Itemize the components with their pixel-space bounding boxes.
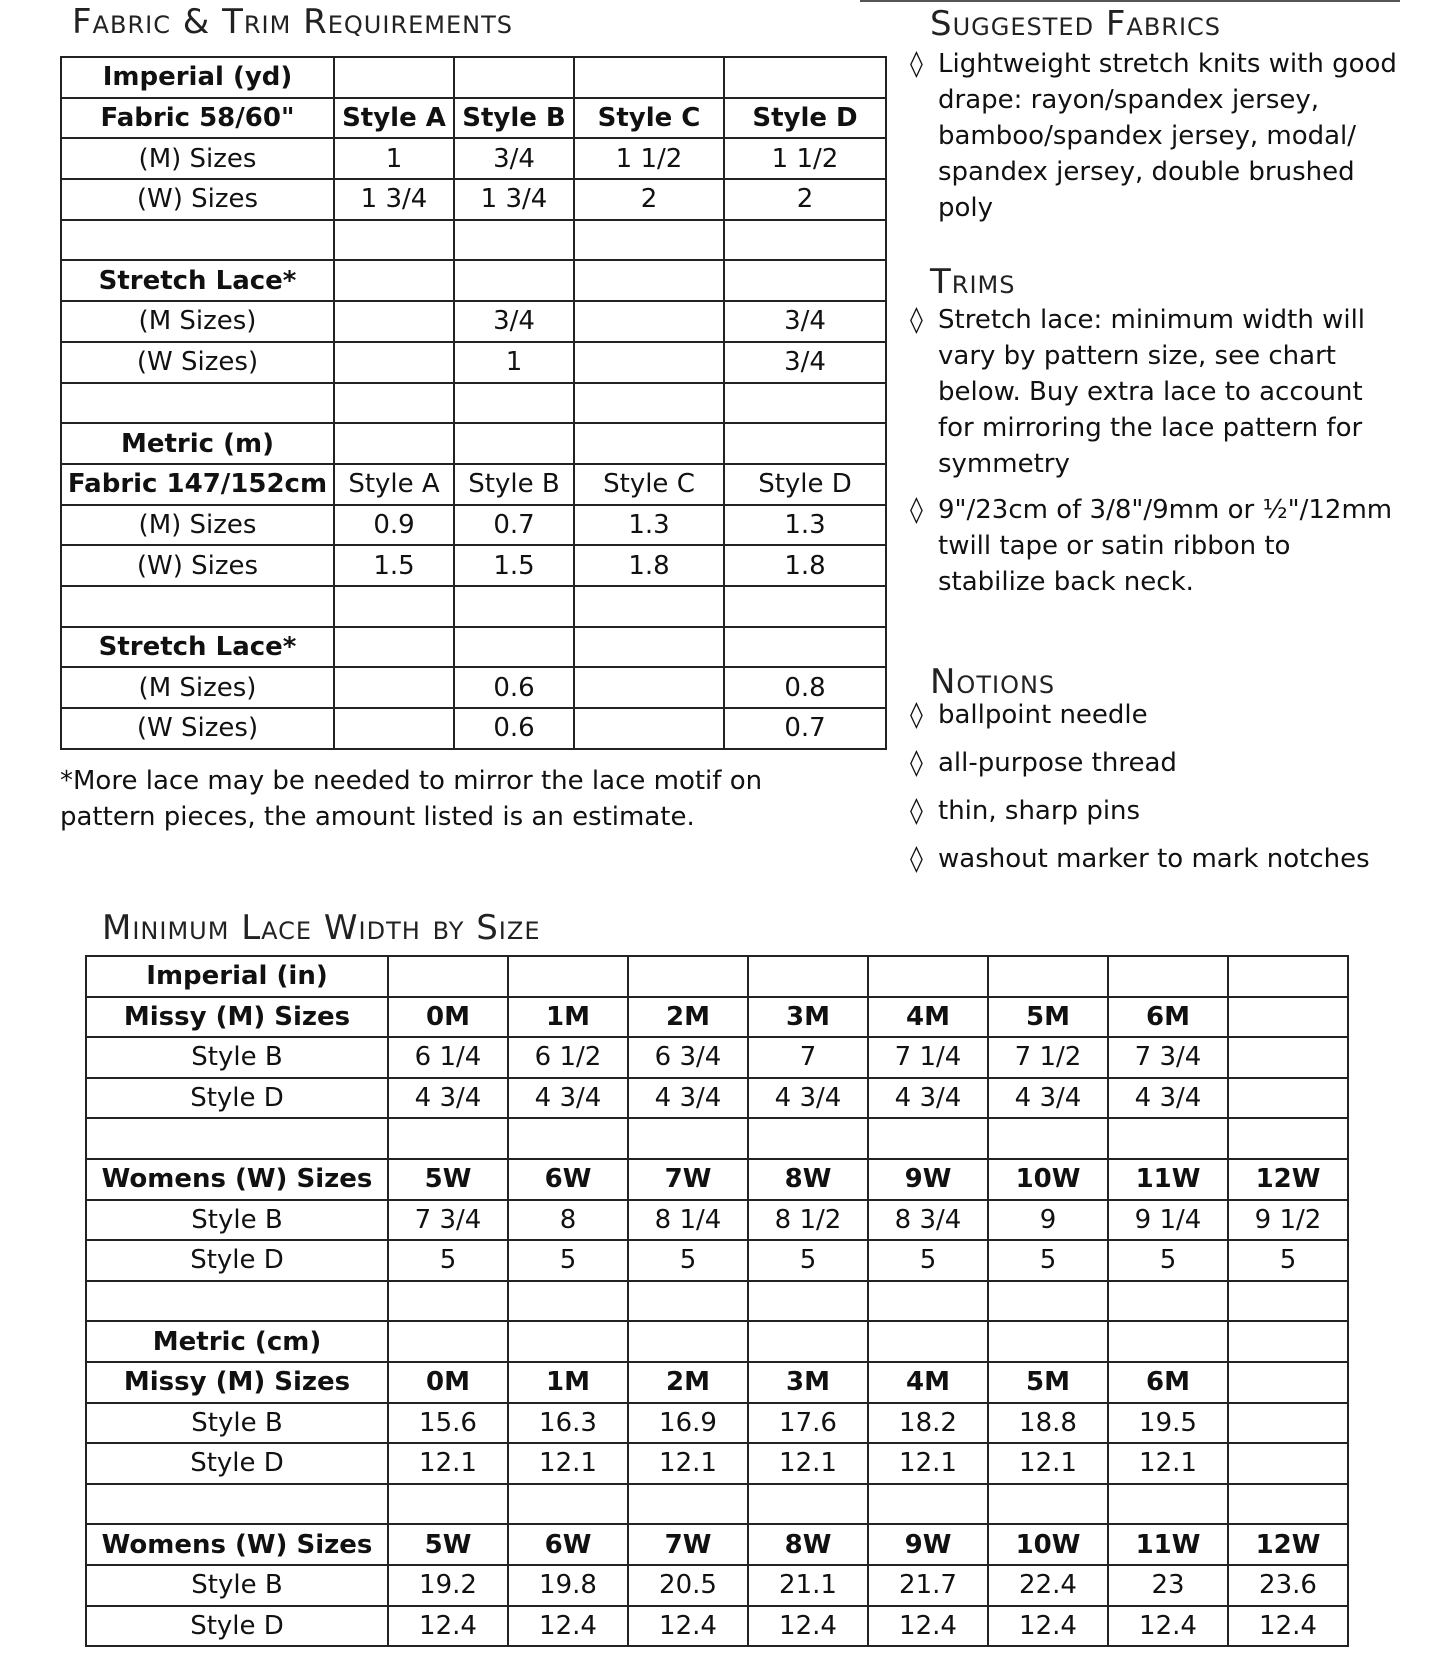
row-label-cell: Imperial (in) bbox=[86, 956, 388, 997]
row-label-cell: Stretch Lace* bbox=[61, 627, 334, 668]
value-cell: 7W bbox=[628, 1159, 748, 1200]
value-cell: 12.1 bbox=[748, 1443, 868, 1484]
value-cell: 23.6 bbox=[1228, 1565, 1348, 1606]
value-cell: 6M bbox=[1108, 1362, 1228, 1403]
suggested-fabrics-list bbox=[910, 46, 1400, 226]
value-cell: 0.8 bbox=[724, 667, 886, 708]
value-cell: 12.4 bbox=[748, 1606, 868, 1647]
value-cell: 11W bbox=[1108, 1159, 1228, 1200]
row-label-cell bbox=[61, 383, 334, 424]
value-cell: Style C bbox=[574, 464, 724, 505]
list-item: ◊ Lightweight stretch knits with good drape: rayon/spandex jersey, bamboo/spandex jersey, modal/ spandex jersey, double brushed poly bbox=[910, 46, 1400, 226]
value-cell bbox=[724, 220, 886, 261]
value-cell bbox=[724, 423, 886, 464]
value-cell: 2M bbox=[628, 997, 748, 1038]
row-label-cell bbox=[61, 220, 334, 261]
row-label-cell bbox=[61, 586, 334, 627]
table-row bbox=[86, 1078, 1348, 1119]
row-label-cell: Style B bbox=[86, 1565, 388, 1606]
value-cell: 3/4 bbox=[454, 301, 574, 342]
value-cell bbox=[454, 423, 574, 464]
value-cell bbox=[1228, 1321, 1348, 1362]
top-rule bbox=[860, 0, 1400, 2]
value-cell: 1.5 bbox=[454, 545, 574, 586]
value-cell bbox=[988, 1321, 1108, 1362]
value-cell: 9W bbox=[868, 1159, 988, 1200]
value-cell bbox=[574, 342, 724, 383]
table-row bbox=[86, 1281, 1348, 1322]
value-cell: 12.1 bbox=[628, 1443, 748, 1484]
value-cell: Style A bbox=[334, 464, 454, 505]
table-row bbox=[61, 586, 886, 627]
value-cell: 9W bbox=[868, 1524, 988, 1565]
value-cell: 4 3/4 bbox=[628, 1078, 748, 1119]
value-cell bbox=[988, 956, 1108, 997]
value-cell bbox=[988, 1484, 1108, 1525]
value-cell bbox=[508, 1118, 628, 1159]
row-label-cell: (M Sizes) bbox=[61, 301, 334, 342]
table-row bbox=[61, 383, 886, 424]
value-cell: 0.7 bbox=[724, 708, 886, 749]
value-cell: 6 1/4 bbox=[388, 1037, 508, 1078]
value-cell bbox=[334, 423, 454, 464]
row-label-cell: (W Sizes) bbox=[61, 708, 334, 749]
value-cell bbox=[724, 57, 886, 98]
value-cell bbox=[388, 1281, 508, 1322]
table-row bbox=[86, 1200, 1348, 1241]
value-cell: 3/4 bbox=[724, 301, 886, 342]
row-label-cell: (M Sizes) bbox=[61, 667, 334, 708]
table-row bbox=[61, 464, 886, 505]
value-cell bbox=[628, 956, 748, 997]
value-cell: 5 bbox=[388, 1240, 508, 1281]
value-cell: 12.4 bbox=[1228, 1606, 1348, 1647]
value-cell: 6W bbox=[508, 1159, 628, 1200]
list-item: ◊ thin, sharp pins bbox=[910, 793, 1400, 829]
table-row bbox=[86, 1321, 1348, 1362]
value-cell bbox=[988, 1281, 1108, 1322]
list-item: ◊ all-purpose thread bbox=[910, 745, 1400, 781]
table-row bbox=[86, 1118, 1348, 1159]
value-cell bbox=[748, 1118, 868, 1159]
value-cell bbox=[1108, 956, 1228, 997]
value-cell: 12.1 bbox=[388, 1443, 508, 1484]
table-row bbox=[61, 98, 886, 139]
row-label-cell: (M) Sizes bbox=[61, 138, 334, 179]
table-row bbox=[86, 1159, 1348, 1200]
value-cell bbox=[1108, 1281, 1228, 1322]
table-row bbox=[86, 1362, 1348, 1403]
value-cell: 6M bbox=[1108, 997, 1228, 1038]
value-cell bbox=[334, 301, 454, 342]
value-cell bbox=[1228, 1443, 1348, 1484]
value-cell: 16.3 bbox=[508, 1403, 628, 1444]
value-cell: 3/4 bbox=[454, 138, 574, 179]
value-cell bbox=[988, 1118, 1108, 1159]
value-cell: 7 1/2 bbox=[988, 1037, 1108, 1078]
row-label-cell: Style B bbox=[86, 1200, 388, 1241]
row-label-cell: Style D bbox=[86, 1443, 388, 1484]
value-cell: 12.4 bbox=[388, 1606, 508, 1647]
value-cell: 7W bbox=[628, 1524, 748, 1565]
value-cell bbox=[454, 260, 574, 301]
value-cell: 12.1 bbox=[988, 1443, 1108, 1484]
value-cell: 12.1 bbox=[1108, 1443, 1228, 1484]
value-cell: 4 3/4 bbox=[748, 1078, 868, 1119]
value-cell bbox=[1228, 1037, 1348, 1078]
list-item: ◊ Stretch lace: minimum width will vary by pattern size, see chart below. Buy extra lace to account for mirroring the lace pattern for symmetry bbox=[910, 302, 1400, 482]
value-cell: 7 3/4 bbox=[388, 1200, 508, 1241]
value-cell bbox=[748, 1484, 868, 1525]
value-cell: 5 bbox=[748, 1240, 868, 1281]
table-row bbox=[86, 1606, 1348, 1647]
value-cell: 16.9 bbox=[628, 1403, 748, 1444]
table-row bbox=[61, 545, 886, 586]
value-cell: 1.8 bbox=[724, 545, 886, 586]
value-cell: 21.1 bbox=[748, 1565, 868, 1606]
value-cell: 1 3/4 bbox=[454, 179, 574, 220]
value-cell bbox=[868, 1118, 988, 1159]
value-cell: 5 bbox=[1228, 1240, 1348, 1281]
value-cell bbox=[724, 586, 886, 627]
table-row bbox=[86, 956, 1348, 997]
value-cell bbox=[334, 260, 454, 301]
value-cell bbox=[868, 956, 988, 997]
value-cell: 12.1 bbox=[868, 1443, 988, 1484]
list-item: ◊ 9"/23cm of 3/8"/9mm or ½"/12mm twill tape or satin ribbon to stabilize back neck. bbox=[910, 492, 1400, 600]
row-label-cell bbox=[86, 1281, 388, 1322]
value-cell bbox=[334, 708, 454, 749]
value-cell bbox=[388, 1484, 508, 1525]
value-cell: 8 3/4 bbox=[868, 1200, 988, 1241]
row-label-cell: Missy (M) Sizes bbox=[86, 997, 388, 1038]
value-cell bbox=[1228, 1118, 1348, 1159]
table-row bbox=[61, 220, 886, 261]
table-row bbox=[86, 1565, 1348, 1606]
value-cell bbox=[574, 260, 724, 301]
value-cell: 1 1/2 bbox=[574, 138, 724, 179]
value-cell bbox=[388, 1118, 508, 1159]
table-row bbox=[61, 708, 886, 749]
value-cell bbox=[454, 383, 574, 424]
value-cell: 12W bbox=[1228, 1524, 1348, 1565]
value-cell bbox=[574, 708, 724, 749]
value-cell bbox=[628, 1118, 748, 1159]
value-cell bbox=[748, 1321, 868, 1362]
row-label-cell bbox=[86, 1484, 388, 1525]
fabric-trim-title: Fabric & Trim Requirements bbox=[72, 2, 513, 42]
row-label-cell: Fabric 147/152cm bbox=[61, 464, 334, 505]
value-cell: 4 3/4 bbox=[988, 1078, 1108, 1119]
value-cell bbox=[388, 1321, 508, 1362]
value-cell: 18.8 bbox=[988, 1403, 1108, 1444]
value-cell: 6 3/4 bbox=[628, 1037, 748, 1078]
value-cell bbox=[1108, 1321, 1228, 1362]
value-cell: Style B bbox=[454, 98, 574, 139]
value-cell: 5M bbox=[988, 1362, 1108, 1403]
value-cell bbox=[574, 301, 724, 342]
table-row bbox=[61, 179, 886, 220]
table-row bbox=[86, 1037, 1348, 1078]
value-cell: Style C bbox=[574, 98, 724, 139]
value-cell bbox=[334, 342, 454, 383]
value-cell: 6W bbox=[508, 1524, 628, 1565]
table-row bbox=[61, 667, 886, 708]
value-cell bbox=[724, 627, 886, 668]
value-cell bbox=[508, 1281, 628, 1322]
table-row bbox=[61, 423, 886, 464]
table-row bbox=[61, 138, 886, 179]
row-label-cell: Womens (W) Sizes bbox=[86, 1159, 388, 1200]
list-item: ◊ washout marker to mark notches bbox=[910, 841, 1400, 877]
value-cell: 7 bbox=[748, 1037, 868, 1078]
diamond-bullet-icon: ◊ bbox=[910, 844, 923, 874]
suggested-fabrics-title: Suggested Fabrics bbox=[930, 4, 1222, 44]
value-cell bbox=[868, 1484, 988, 1525]
value-cell: 4 3/4 bbox=[868, 1078, 988, 1119]
diamond-bullet-icon: ◊ bbox=[910, 305, 923, 335]
value-cell: 4M bbox=[868, 997, 988, 1038]
value-cell: 1.5 bbox=[334, 545, 454, 586]
value-cell: 1M bbox=[508, 1362, 628, 1403]
value-cell bbox=[748, 1281, 868, 1322]
value-cell bbox=[628, 1321, 748, 1362]
table-row bbox=[86, 1240, 1348, 1281]
value-cell: 5 bbox=[508, 1240, 628, 1281]
value-cell: 5M bbox=[988, 997, 1108, 1038]
table-row bbox=[61, 260, 886, 301]
value-cell bbox=[1228, 1403, 1348, 1444]
value-cell: 1.3 bbox=[724, 505, 886, 546]
value-cell bbox=[868, 1281, 988, 1322]
value-cell bbox=[454, 627, 574, 668]
value-cell: Style D bbox=[724, 98, 886, 139]
value-cell: 12W bbox=[1228, 1159, 1348, 1200]
value-cell: 21.7 bbox=[868, 1565, 988, 1606]
value-cell: 12.4 bbox=[1108, 1606, 1228, 1647]
value-cell bbox=[1228, 956, 1348, 997]
value-cell: 10W bbox=[988, 1524, 1108, 1565]
value-cell: 0.6 bbox=[454, 708, 574, 749]
row-label-cell: Stretch Lace* bbox=[61, 260, 334, 301]
row-label-cell: Metric (m) bbox=[61, 423, 334, 464]
value-cell bbox=[724, 383, 886, 424]
value-cell: 0.6 bbox=[454, 667, 574, 708]
value-cell: 5W bbox=[388, 1524, 508, 1565]
trims-list bbox=[910, 302, 1400, 600]
value-cell: 12.4 bbox=[988, 1606, 1108, 1647]
value-cell: 5 bbox=[628, 1240, 748, 1281]
value-cell: 5 bbox=[1108, 1240, 1228, 1281]
table-row bbox=[61, 342, 886, 383]
table-row bbox=[86, 997, 1348, 1038]
value-cell bbox=[454, 220, 574, 261]
row-label-cell: Style B bbox=[86, 1037, 388, 1078]
value-cell bbox=[628, 1484, 748, 1525]
value-cell bbox=[334, 383, 454, 424]
row-label-cell: Style D bbox=[86, 1078, 388, 1119]
value-cell: 9 1/2 bbox=[1228, 1200, 1348, 1241]
table-row bbox=[86, 1484, 1348, 1525]
value-cell: 0.7 bbox=[454, 505, 574, 546]
value-cell bbox=[334, 667, 454, 708]
row-label-cell: Style D bbox=[86, 1240, 388, 1281]
row-label-cell: Style D bbox=[86, 1606, 388, 1647]
value-cell: 5 bbox=[868, 1240, 988, 1281]
diamond-bullet-icon: ◊ bbox=[910, 495, 923, 525]
value-cell: 1M bbox=[508, 997, 628, 1038]
value-cell: 8W bbox=[748, 1159, 868, 1200]
value-cell: 1 bbox=[454, 342, 574, 383]
value-cell bbox=[574, 57, 724, 98]
value-cell: 20.5 bbox=[628, 1565, 748, 1606]
diamond-bullet-icon: ◊ bbox=[910, 796, 923, 826]
value-cell: 10W bbox=[988, 1159, 1108, 1200]
value-cell: 4 3/4 bbox=[388, 1078, 508, 1119]
value-cell: 7 1/4 bbox=[868, 1037, 988, 1078]
value-cell bbox=[508, 1321, 628, 1362]
value-cell bbox=[1108, 1484, 1228, 1525]
value-cell bbox=[1228, 1078, 1348, 1119]
trims-title: Trims bbox=[930, 262, 1016, 302]
value-cell: 8 1/4 bbox=[628, 1200, 748, 1241]
table-row bbox=[86, 1524, 1348, 1565]
value-cell: 1 3/4 bbox=[334, 179, 454, 220]
notions-list bbox=[910, 697, 1400, 877]
value-cell: 5 bbox=[988, 1240, 1108, 1281]
notions-title: Notions bbox=[930, 662, 1056, 702]
lace-width-title: Minimum Lace Width by Size bbox=[102, 908, 541, 948]
diamond-bullet-icon: ◊ bbox=[910, 49, 923, 79]
value-cell bbox=[574, 383, 724, 424]
value-cell bbox=[1228, 1281, 1348, 1322]
value-cell: 1 bbox=[334, 138, 454, 179]
value-cell bbox=[508, 956, 628, 997]
value-cell: 8 bbox=[508, 1200, 628, 1241]
diamond-bullet-icon: ◊ bbox=[910, 748, 923, 778]
value-cell bbox=[334, 627, 454, 668]
value-cell: 4 3/4 bbox=[508, 1078, 628, 1119]
value-cell bbox=[574, 423, 724, 464]
value-cell: Style B bbox=[454, 464, 574, 505]
value-cell: 2 bbox=[574, 179, 724, 220]
value-cell: 17.6 bbox=[748, 1403, 868, 1444]
table-row bbox=[86, 1403, 1348, 1444]
table-row bbox=[86, 1443, 1348, 1484]
value-cell: 0M bbox=[388, 997, 508, 1038]
value-cell bbox=[1228, 1484, 1348, 1525]
value-cell: 9 1/4 bbox=[1108, 1200, 1228, 1241]
diamond-bullet-icon: ◊ bbox=[910, 700, 923, 730]
value-cell bbox=[574, 667, 724, 708]
value-cell bbox=[454, 586, 574, 627]
value-cell: 12.4 bbox=[868, 1606, 988, 1647]
value-cell bbox=[574, 586, 724, 627]
value-cell: Style A bbox=[334, 98, 454, 139]
value-cell: 8W bbox=[748, 1524, 868, 1565]
value-cell: 11W bbox=[1108, 1524, 1228, 1565]
value-cell: 3M bbox=[748, 997, 868, 1038]
value-cell: 4M bbox=[868, 1362, 988, 1403]
value-cell bbox=[334, 220, 454, 261]
row-label-cell: (M) Sizes bbox=[61, 505, 334, 546]
value-cell bbox=[574, 627, 724, 668]
row-label-cell: Missy (M) Sizes bbox=[86, 1362, 388, 1403]
value-cell: 4 3/4 bbox=[1108, 1078, 1228, 1119]
row-label-cell: Style B bbox=[86, 1403, 388, 1444]
value-cell bbox=[1228, 1362, 1348, 1403]
value-cell: 9 bbox=[988, 1200, 1108, 1241]
value-cell: 18.2 bbox=[868, 1403, 988, 1444]
row-label-cell: Metric (cm) bbox=[86, 1321, 388, 1362]
value-cell bbox=[748, 956, 868, 997]
value-cell: 12.4 bbox=[628, 1606, 748, 1647]
row-label-cell bbox=[86, 1118, 388, 1159]
value-cell bbox=[454, 57, 574, 98]
value-cell: 12.4 bbox=[508, 1606, 628, 1647]
table-row bbox=[61, 505, 886, 546]
table-row bbox=[61, 57, 886, 98]
value-cell: 12.1 bbox=[508, 1443, 628, 1484]
value-cell: 22.4 bbox=[988, 1565, 1108, 1606]
value-cell bbox=[628, 1281, 748, 1322]
table-row bbox=[61, 627, 886, 668]
value-cell: 1.3 bbox=[574, 505, 724, 546]
value-cell: 7 3/4 bbox=[1108, 1037, 1228, 1078]
value-cell bbox=[508, 1484, 628, 1525]
value-cell: 2M bbox=[628, 1362, 748, 1403]
value-cell: 0M bbox=[388, 1362, 508, 1403]
row-label-cell: Fabric 58/60" bbox=[61, 98, 334, 139]
value-cell: 15.6 bbox=[388, 1403, 508, 1444]
value-cell: 0.9 bbox=[334, 505, 454, 546]
value-cell: 23 bbox=[1108, 1565, 1228, 1606]
value-cell: 5W bbox=[388, 1159, 508, 1200]
value-cell: Style D bbox=[724, 464, 886, 505]
value-cell: 1 1/2 bbox=[724, 138, 886, 179]
row-label-cell: (W) Sizes bbox=[61, 545, 334, 586]
value-cell bbox=[868, 1321, 988, 1362]
value-cell bbox=[334, 586, 454, 627]
value-cell bbox=[1228, 997, 1348, 1038]
value-cell: 2 bbox=[724, 179, 886, 220]
value-cell: 3/4 bbox=[724, 342, 886, 383]
row-label-cell: Womens (W) Sizes bbox=[86, 1524, 388, 1565]
row-label-cell: (W Sizes) bbox=[61, 342, 334, 383]
value-cell bbox=[334, 57, 454, 98]
lace-footnote: *More lace may be needed to mirror the lace motif on pattern pieces, the amount listed is an estimate. bbox=[60, 766, 763, 832]
value-cell: 19.8 bbox=[508, 1565, 628, 1606]
row-label-cell: (W) Sizes bbox=[61, 179, 334, 220]
value-cell: 3M bbox=[748, 1362, 868, 1403]
value-cell bbox=[1108, 1118, 1228, 1159]
value-cell bbox=[574, 220, 724, 261]
value-cell: 19.2 bbox=[388, 1565, 508, 1606]
lace-width-table bbox=[85, 955, 1349, 1647]
value-cell bbox=[724, 260, 886, 301]
value-cell: 1.8 bbox=[574, 545, 724, 586]
value-cell: 8 1/2 bbox=[748, 1200, 868, 1241]
value-cell: 6 1/2 bbox=[508, 1037, 628, 1078]
list-item: ◊ ballpoint needle bbox=[910, 697, 1400, 733]
value-cell bbox=[388, 956, 508, 997]
fabric-requirements-table bbox=[60, 56, 887, 750]
row-label-cell: Imperial (yd) bbox=[61, 57, 334, 98]
table-row bbox=[61, 301, 886, 342]
value-cell: 19.5 bbox=[1108, 1403, 1228, 1444]
